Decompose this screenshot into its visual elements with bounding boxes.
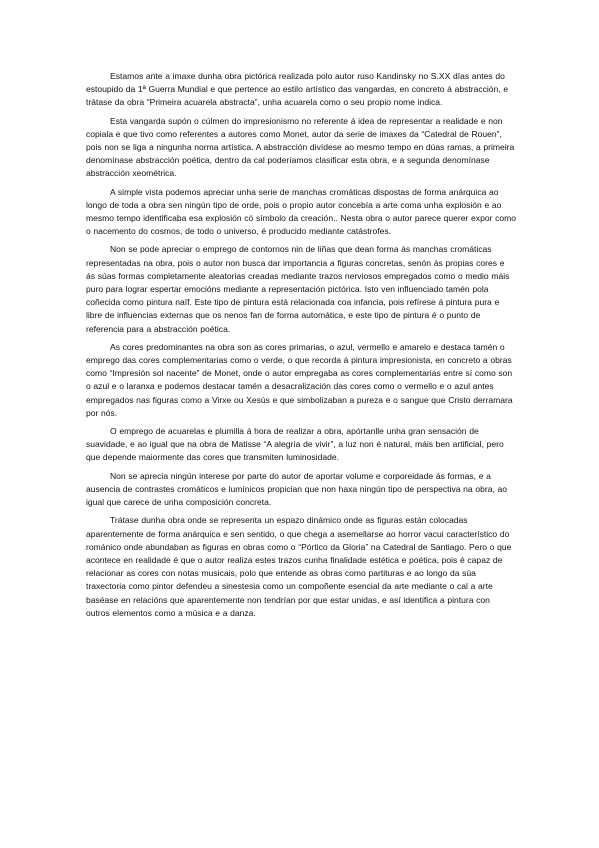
paragraph-6: O emprego de acuarelas e plumilla á hora de realizar a obra, apórtanlle unha gran sensación de suavidade, e ao igual que na obra de Matisse “A alegría de vivir”, a luz non é natural, máis ben artificial, pero que depende maiormente das cores que transmiten luminosidade. bbox=[86, 426, 504, 463]
paragraph-8: Trátase dunha obra onde se representa un espazo dinámico onde as figuras están colocadas aparentemente de forma anárquica e sen sentido, o que chega a asemellarse ao horror vacui característico do románico onde abundaban as figuras en obras como o “Pórtico da Gloria” na Catedral de Santiago. Pero o que acontece en realidade é que o autor realiza estes trazos cunha finalidade estética e poética, pois é capaz de relacionar as cores con notas musicais, polo que entende as obras como partituras e ao longo da súa traxectoria como pintor defendeu a sinestesia como un compoñente esencial da arte mediante o cal a arte baséase en relacións que aparentemente non tendrían por que estar unidas, e así identifica a pintura con outros elementos como a música e a danza. bbox=[86, 515, 512, 618]
paragraph-2: Esta vangarda supón o cúlmen do impresionismo no referente á idea de representar a realidade e non copiala e que tivo como referentes a autores como Monet, autor da serie de imaxes da “Catedral de Rouen”, pois non se liga a ningunha norma artística. A abstracción divídese ao mesmo tempo en dúas ramas, a primeira denomínase abstracción poética, dentro da cal poderíamos clasificar esta obra, e a segunda denomínase abstracción xeométrica. bbox=[86, 115, 515, 179]
paragraph-4: Non se pode apreciar o emprego de contornos nin de liñas que dean forma ás manchas cromáticas representadas na obra, pois o autor non busca dar importancia a figuras concretas, senón ás propias cores e ás súas formas completamente aleatorias creadas mediante trazos nerviosos empregados como o medio máis puro para lograr espertar emocións mediante a representación pictórica. Isto ven influenciado tamén pola coñecida como pintura naïf. Este tipo de pintura está relacionada coa infancia, pois refírese á pintura pura e libre de influencias externas que os nenos fan de forma automática, e este tipo de pintura é o punto de referencia para a abstracción poética. bbox=[86, 244, 510, 334]
document-body bbox=[86, 70, 516, 625]
paragraph-3: A simple vista podemos apreciar unha serie de manchas cromáticas dispostas de forma anárquica ao longo de toda a obra sen ningún tipo de orde, pois o propio autor concebía a arte coma unha explosión e ao mesmo tempo identificaba esa explosión có símbolo da creación.. Nesta obra o autor parece querer expor como o nacemento do cosmos, de todo o universo, é producido mediante catástrofes. bbox=[86, 186, 516, 237]
paragraph-5: As cores predominantes na obra son as cores primarias, o azul, vermello e amarelo e destaca tamén o emprego das cores complementarias como o verde, o que recorda á pintura impresionista, en concreto a obras como “Impresión sol nacente” de Monet, onde o autor empregaba as cores complementarias entre sí como son o azul e o laranxa e podemos destacar tamén a desacralización das cores como o vermello e o azul antes empregados nas figuras como a Virxe ou Xesús e que simbolizaban a pureza e o sangue que Cristo derramara por nós. bbox=[86, 341, 513, 418]
paragraph-7: Non se aprecia ningún interese por parte do autor de aportar volume e corporeidade ás formas, e a ausencia de contrastes cromáticos e lumínicos propician que non haxa ningún tipo de perspectiva na obra, ao igual que carece de unha composición concreta. bbox=[86, 470, 508, 508]
paragraph-1: Estamos ante a imaxe dunha obra pictórica realizada polo autor ruso Kandinsky no S.XX días antes do estoupido da 1ª Guerra Mundial e que pertence ao estilo artístico das vangardas, en concreto á abstracción, e trátase da obra “Primeira acuarela abstracta”, unha acuarela como o seu propio nome indica. bbox=[86, 71, 509, 108]
